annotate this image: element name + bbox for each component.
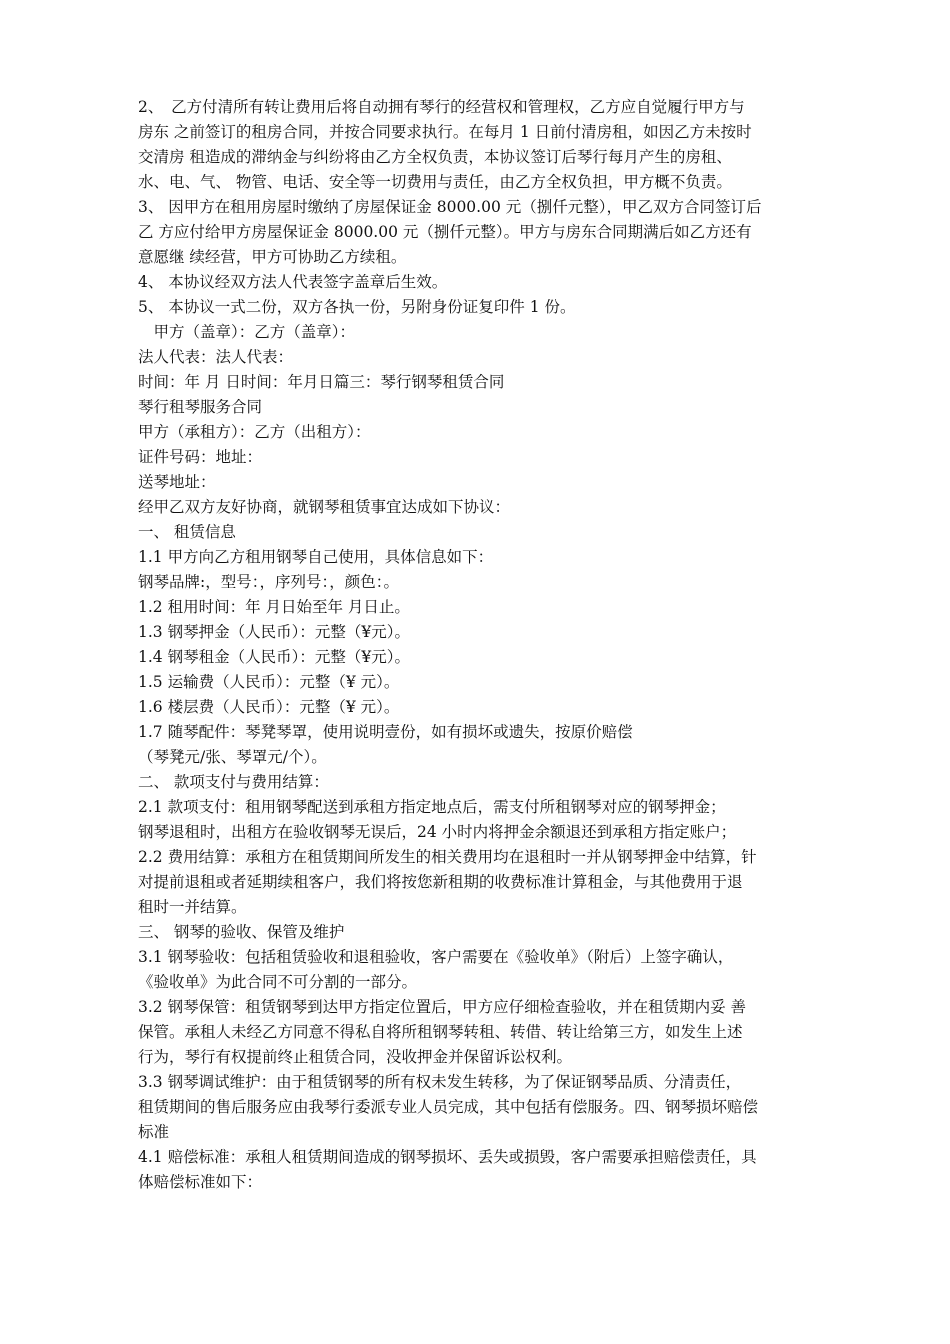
text-line: 2、 乙方付清所有转让费用后将自动拥有琴行的经营权和管理权，乙方应自觉履行甲方与 [138,98,745,116]
text-line: 1.4 钢琴租金（人民币）：元整（¥元）。 [138,648,410,666]
text-line: 4、 本协议经双方法人代表签字盖章后生效。 [138,273,448,291]
text-line: 1.5 运输费（人民币）：元整（¥ 元）。 [138,673,400,691]
text-line: 钢琴品牌:，型号：，序列号：，颜色：。 [138,573,399,591]
text-line: 《验收单》为此合同不可分割的一部分。 [138,973,418,991]
text-line: 保管。承租人未经乙方同意不得私自将所租钢琴转租、转借、转让给第三方，如发生上述 [138,1023,743,1041]
text-line: 房东 之前签订的租房合同，并按合同要求执行。在每月 1 日前付清房租，如因乙方未按时 [138,123,752,141]
text-line: 2.2 费用结算：承租方在租赁期间所发生的相关费用均在退租时一并从钢琴押金中结算，针 [138,848,757,866]
text-line: 乙 方应付给甲方房屋保证金 8000.00 元（捌仟元整）。甲方与房东合同期满后如乙方还有 [138,223,752,241]
text-line: 3.3 钢琴调试维护：由于租赁钢琴的所有权未发生转移，为了保证钢琴品质、分清责任， [138,1073,742,1091]
text-line: 5、 本协议一式二份，双方各执一份，另附身份证复印件 1 份。 [138,298,576,316]
text-line: 甲方（盖章）：乙方（盖章）： [138,323,356,341]
text-line: 水、电、气、 物管、电话、安全等一切费用与责任，由乙方全权负担，甲方概不负责。 [138,173,732,191]
section-heading: 三、 钢琴的验收、保管及维护 [138,923,345,941]
text-line: 1.2 租用时间：年 月日始至年 月日止。 [138,598,410,616]
text-line: 3.1 钢琴验收：包括租赁验收和退租验收，客户需要在《验收单》（附后）上签字确认， [138,948,734,966]
text-line: 标准 [138,1123,170,1141]
text-line: 3、 因甲方在租用房屋时缴纳了房屋保证金 8000.00 元（捌仟元整），甲乙双方合同签订后 [138,198,762,216]
text-line: （琴凳元/张、琴罩元/个）。 [138,748,327,766]
text-line: 钢琴退租时，出租方在验收钢琴无误后，24 小时内将押金余额退还到承租方指定账户； [138,823,737,841]
contract-text-body [138,95,828,1195]
text-line: 甲方（承租方）：乙方（出租方）： [138,423,371,441]
text-line: 3.2 钢琴保管：租赁钢琴到达甲方指定位置后，甲方应仔细检查验收，并在租赁期内妥 善 [138,998,747,1016]
text-line: 体赔偿标准如下： [138,1173,263,1191]
text-line: 经甲乙双方友好协商，就钢琴租赁事宜达成如下协议： [138,498,511,516]
text-line: 1.3 钢琴押金（人民币）：元整（¥元）。 [138,623,410,641]
text-line: 对提前退租或者延期续租客户，我们将按您新租期的收费标准计算租金，与其他费用于退 [138,873,743,891]
text-line: 意愿继 续经营，甲方可协助乙方续租。 [138,248,407,266]
text-line: 1.7 随琴配件：琴凳琴罩，使用说明壹份，如有损坏或遗失，按原价赔偿 [138,723,633,741]
text-line: 租时一并结算。 [138,898,247,916]
text-line: 1.1 甲方向乙方租用钢琴自己使用，具体信息如下： [138,548,494,566]
text-line: 1.6 楼层费（人民币）：元整（¥ 元）。 [138,698,400,716]
section-heading: 一、 租赁信息 [138,523,236,541]
text-line: 租赁期间的售后服务应由我琴行委派专业人员完成，其中包括有偿服务。四、钢琴损坏赔偿 [138,1098,759,1116]
contract-title: 琴行租琴服务合同 [138,398,263,416]
text-line: 送琴地址： [138,473,216,491]
section-heading: 二、 款项支付与费用结算： [138,773,329,791]
text-line: 4.1 赔偿标准：承租人租赁期间造成的钢琴损坏、丢失或损毁，客户需要承担赔偿责任，具 [138,1148,757,1166]
text-line: 时间：年 月 日时间：年月日篇三：琴行钢琴租赁合同 [138,373,505,391]
text-line: 行为，琴行有权提前终止租赁合同，没收押金并保留诉讼权利。 [138,1048,573,1066]
text-line: 交清房 租造成的滞纳金与纠纷将由乙方全权负责，本协议签订后琴行每月产生的房租、 [138,148,732,166]
text-line: 证件号码：地址： [138,448,263,466]
text-line: 法人代表：法人代表： [138,348,294,366]
text-line: 2.1 款项支付：租用钢琴配送到承租方指定地点后，需支付所租钢琴对应的钢琴押金； [138,798,726,816]
